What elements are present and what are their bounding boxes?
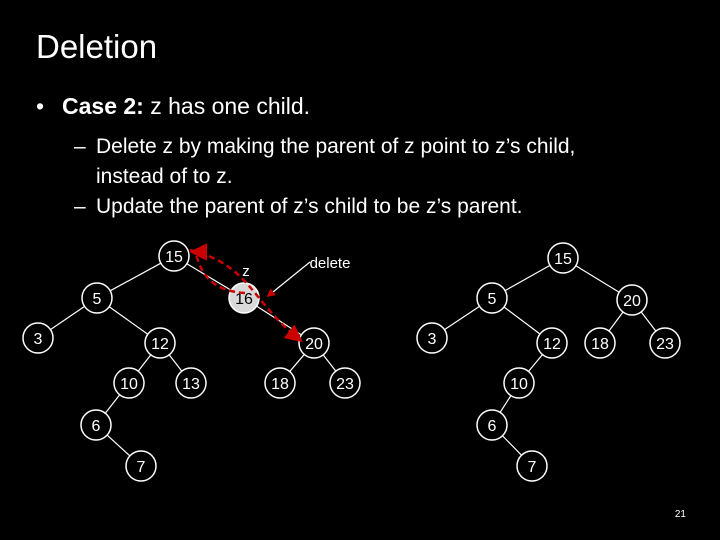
bullet-marker: • xyxy=(36,93,45,119)
tree-node-23 xyxy=(650,328,680,358)
tree-node-10 xyxy=(504,368,534,398)
tree-edge xyxy=(290,354,305,371)
slide-title: Deletion xyxy=(36,28,158,65)
tree-edge xyxy=(105,395,119,413)
tree-node-5 xyxy=(477,283,507,313)
tree-edge xyxy=(50,306,84,329)
node-label: 18 xyxy=(591,336,609,353)
tree-node-18 xyxy=(585,328,615,358)
tree-node-3 xyxy=(417,323,447,353)
node-label: 20 xyxy=(305,336,323,353)
tree-edge xyxy=(109,307,148,335)
node-label: 6 xyxy=(91,418,101,435)
node-label: 20 xyxy=(623,293,641,310)
node-label: 15 xyxy=(554,251,572,268)
tree-node-20 xyxy=(617,285,647,315)
tree-node-15 xyxy=(159,241,189,271)
sub-bullet-1-line-1: Delete z by making the parent of z point to z’s child, xyxy=(96,135,576,158)
node-label: 10 xyxy=(510,376,528,393)
node-label: 3 xyxy=(33,331,43,348)
tree-edge xyxy=(576,266,619,292)
node-label: 13 xyxy=(182,376,200,393)
tree-edge xyxy=(257,306,302,335)
z-label: z xyxy=(242,263,250,280)
tree-edge xyxy=(323,355,336,371)
tree-edge xyxy=(609,312,623,331)
tree-node-12 xyxy=(537,328,567,358)
delete-pointer-arrow xyxy=(268,262,310,296)
node-label: 23 xyxy=(656,336,674,353)
tree-edge xyxy=(529,355,543,372)
tree-edge xyxy=(500,396,511,413)
tree-node-23 xyxy=(330,368,360,398)
tree-node-5 xyxy=(82,283,112,313)
tree-edge xyxy=(187,264,231,291)
sub-marker: – xyxy=(74,135,86,158)
node-label: 18 xyxy=(271,376,289,393)
tree-edge xyxy=(110,263,161,291)
tree-nodes xyxy=(23,241,680,481)
tree-edge xyxy=(505,265,550,290)
node-label: 5 xyxy=(487,291,497,308)
tree-node-20 xyxy=(299,328,329,358)
node-label: 16 xyxy=(235,291,253,308)
tree-edge xyxy=(444,306,479,329)
tree-node-13 xyxy=(176,368,206,398)
sub-bullet-2-text: Update the parent of z’s child to be z’s parent. xyxy=(96,195,523,218)
node-label: 12 xyxy=(151,336,169,353)
tree-node-18 xyxy=(265,368,295,398)
tree-edge xyxy=(641,312,656,331)
sub-marker: – xyxy=(74,195,86,218)
node-label: 5 xyxy=(92,291,102,308)
tree-node-16 xyxy=(229,283,259,313)
node-label: 12 xyxy=(543,336,561,353)
tree-edges xyxy=(50,263,655,456)
delete-label: delete xyxy=(309,255,351,272)
tree-edge xyxy=(502,436,521,456)
tree-edge xyxy=(107,435,130,456)
node-label: 3 xyxy=(427,331,437,348)
tree-node-7 xyxy=(126,451,156,481)
node-label: 10 xyxy=(120,376,138,393)
case-label: Case 2: xyxy=(62,93,144,119)
tree-edge xyxy=(138,355,151,371)
page-number: 21 xyxy=(674,509,686,520)
tree-node-6 xyxy=(477,410,507,440)
tree-node-3 xyxy=(23,323,53,353)
tree-node-6 xyxy=(81,410,111,440)
node-label: 6 xyxy=(487,418,497,435)
tree-node-10 xyxy=(114,368,144,398)
node-label: 7 xyxy=(527,459,537,476)
node-label: 23 xyxy=(336,376,354,393)
node-label: 15 xyxy=(165,249,183,266)
tree-edge xyxy=(169,355,182,371)
case-text: z has one child. xyxy=(150,93,311,119)
tree-node-12 xyxy=(145,328,175,358)
node-label: 7 xyxy=(136,459,146,476)
tree-node-7 xyxy=(517,451,547,481)
sub-bullet-1-line-2: instead of to z. xyxy=(96,165,233,188)
tree-node-15 xyxy=(548,243,578,273)
tree-edge xyxy=(504,307,540,334)
